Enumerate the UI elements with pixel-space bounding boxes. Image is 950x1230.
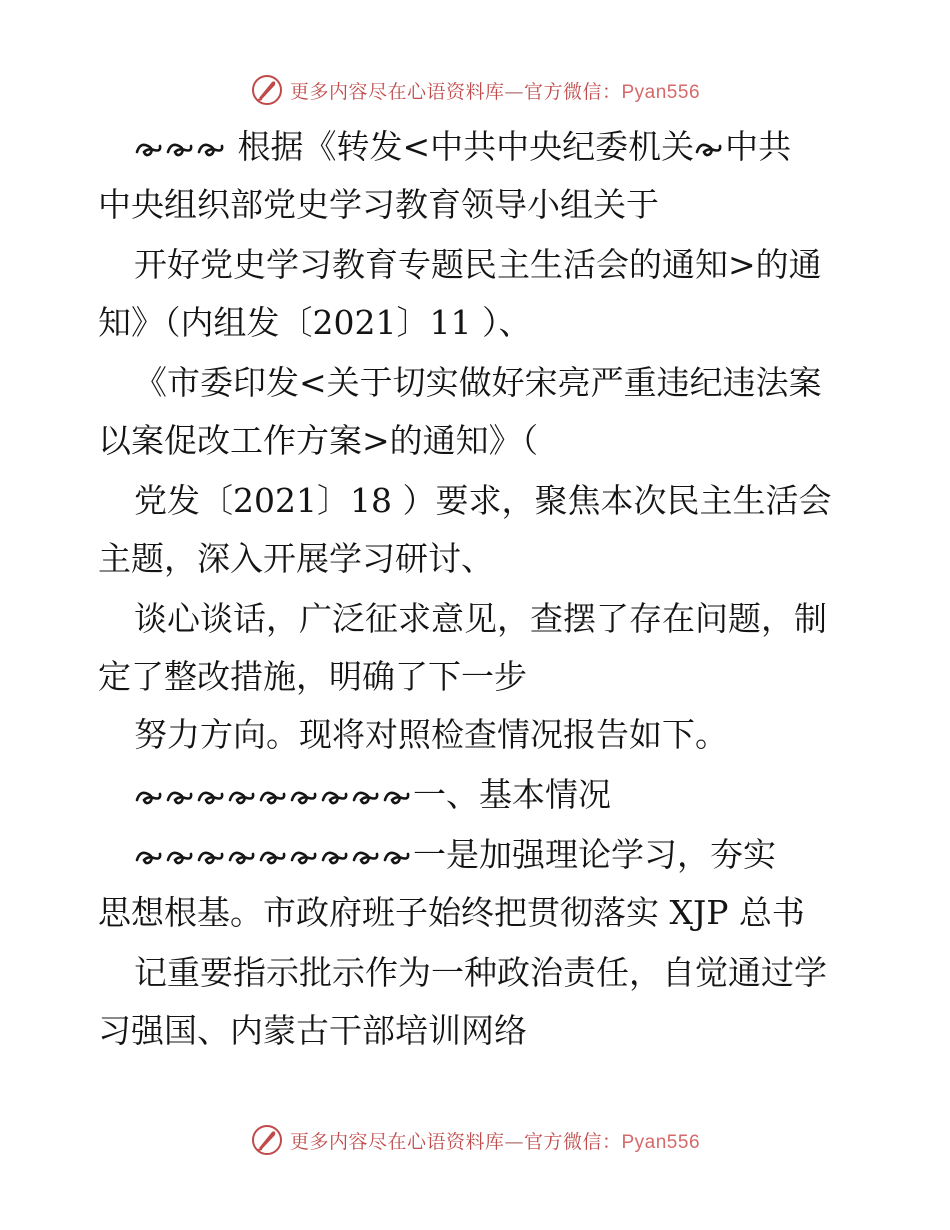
swirl-ornament-icon [258, 786, 288, 808]
body-line-5: 《市委印发<关于切实做好宋亮严重违纪违法案 [134, 363, 822, 402]
swirl-ornament-icon [196, 138, 226, 160]
swirl-ornament-icon [227, 846, 257, 868]
swirl-ornament-icon [227, 786, 257, 808]
swirl-ornament-icon [134, 846, 164, 868]
body-line-7: 党发〔2021〕18 ）要求，聚焦本次民主生活会 [134, 481, 832, 520]
swirl-ornament-icon [165, 846, 195, 868]
swirl-ornament-icon [134, 138, 164, 160]
ornament-group [134, 835, 413, 874]
swirl-ornament-icon [351, 786, 381, 808]
body-line-13 [134, 826, 776, 884]
body-line-4: 知》（内组发〔2021〕11 ）、 [98, 303, 532, 342]
footer-watermark [0, 1120, 950, 1160]
body-line-9: 谈心谈话，广泛征求意见，查摆了存在问题，制 [134, 599, 827, 638]
swirl-ornament-icon [258, 846, 288, 868]
pen-feather-logo-icon [250, 73, 284, 107]
watermark-text: 更多内容尽在心语资料库—官方微信：Pyan556 [289, 1130, 701, 1153]
swirl-ornament-icon [165, 138, 195, 160]
ornament-group [134, 775, 413, 814]
swirl-ornament-icon [382, 846, 412, 868]
body-text-tail: 中共 [725, 127, 792, 166]
body-text: 根据《转发<中共中央纪委机关 [237, 127, 695, 166]
body-line-10: 定了整改措施，明确了下一步 [98, 657, 527, 696]
swirl-ornament-icon [351, 846, 381, 868]
swirl-ornament-icon [694, 138, 724, 160]
body-line-16: 习强国、内蒙古干部培训网络 [98, 1011, 527, 1050]
body-text: 一是加强理论学习，夯实 [413, 835, 776, 874]
body-line-8: 主题，深入开展学习研讨、 [98, 539, 494, 578]
ornament-group [134, 127, 238, 166]
header-watermark [0, 70, 950, 110]
swirl-ornament-icon [289, 846, 319, 868]
swirl-ornament-icon [320, 846, 350, 868]
swirl-ornament-icon [134, 786, 164, 808]
swirl-ornament-icon [196, 786, 226, 808]
swirl-ornament-icon [196, 846, 226, 868]
body-line-11: 努力方向。现将对照检查情况报告如下。 [134, 715, 728, 754]
watermark-text: 更多内容尽在心语资料库—官方微信：Pyan556 [289, 80, 701, 103]
swirl-ornament-icon [165, 786, 195, 808]
body-line-3: 开好党史学习教育专题民主生活会的通知>的通 [134, 245, 822, 284]
body-line-14: 思想根基。市政府班子始终把贯彻落实 XJP 总书 [98, 893, 805, 932]
body-line-6: 以案促改工作方案>的通知》（ [98, 421, 539, 460]
body-line-15: 记重要指示批示作为一种政治责任，自觉通过学 [134, 953, 827, 992]
swirl-ornament-icon [382, 786, 412, 808]
section-heading-basic [134, 766, 611, 824]
swirl-ornament-icon [289, 786, 319, 808]
pen-feather-logo-icon [250, 1123, 284, 1157]
swirl-ornament-icon [320, 786, 350, 808]
section-heading-text: 一、基本情况 [413, 775, 611, 814]
body-line-2: 中央组织部党史学习教育领导小组关于 [98, 185, 659, 224]
body-line-1 [134, 118, 791, 176]
